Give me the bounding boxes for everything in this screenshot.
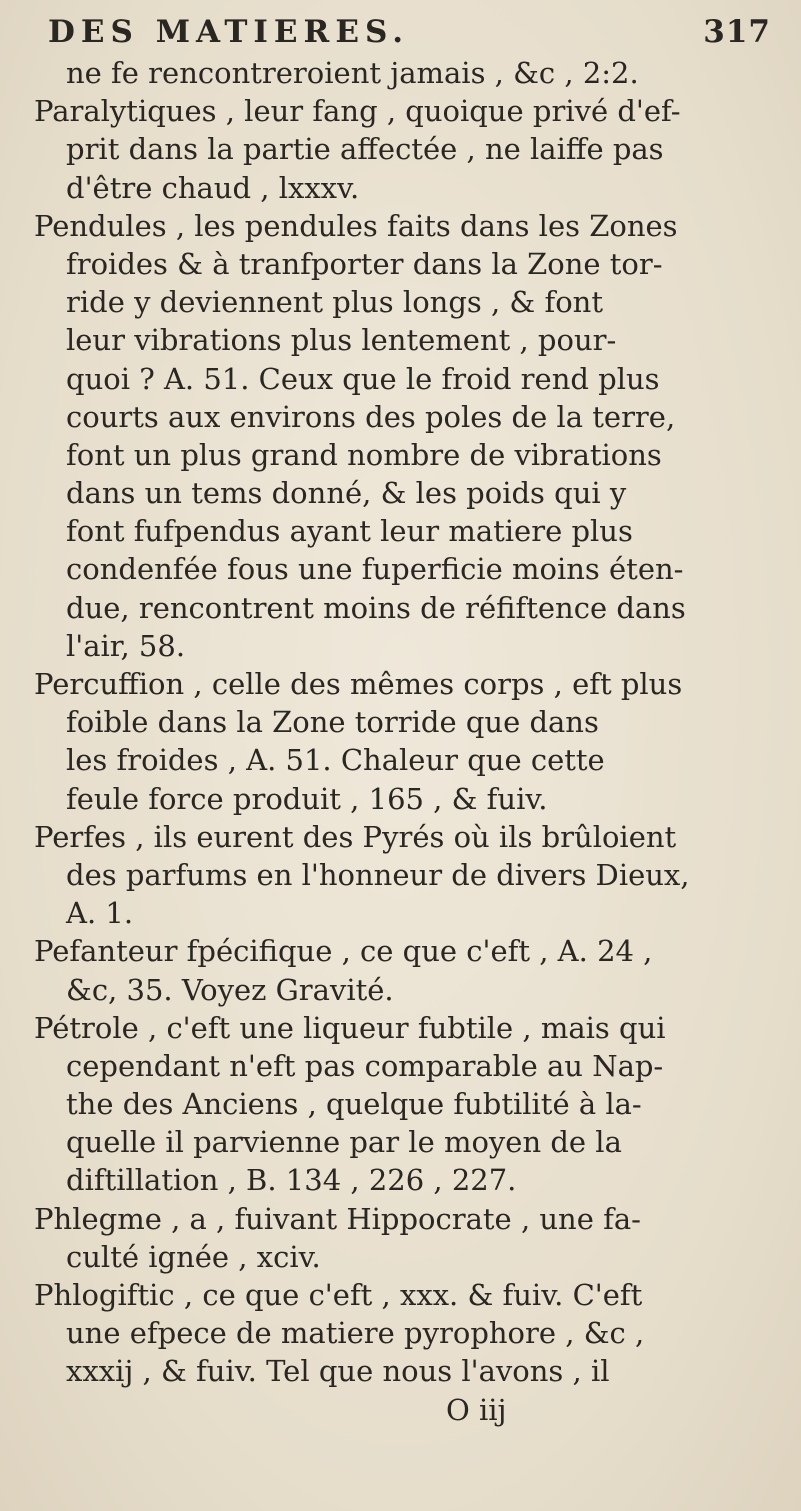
- entry-line: Paralytiques , leur fang , quoique privé d'ef-: [34, 94, 681, 129]
- text-line: feule force produit , 165 , & fuiv.: [66, 781, 548, 816]
- text-line: ride y deviennent plus longs , & font: [66, 285, 603, 320]
- entry-line: Pendules , les pendules faits dans les Zones: [34, 208, 678, 243]
- entry-line: Perfes , ils eurent des Pyrés où ils brûloient: [34, 819, 677, 854]
- text-line: due, rencontrent moins de réfiftence dans: [66, 590, 686, 625]
- text-line: des parfums en l'honneur de divers Dieux,: [66, 857, 690, 892]
- text-line: A. 1.: [66, 896, 134, 931]
- index-text: [34, 54, 774, 1429]
- text-line: font fufpendus ayant leur matiere plus: [66, 514, 633, 549]
- text-line: cependant n'eft pas comparable au Nap-: [66, 1048, 664, 1083]
- text-line: ne fe rencontreroient jamais , &c , 2:2.: [66, 56, 639, 90]
- page-number: 317: [703, 14, 771, 50]
- text-line: dans un tems donné, & les poids qui y: [66, 476, 627, 511]
- text-line: d'être chaud , lxxxv.: [66, 170, 360, 205]
- text-line: diftillation , B. 134 , 226 , 227.: [66, 1163, 517, 1198]
- text-line: leur vibrations plus lentement , pour-: [66, 323, 617, 358]
- text-line: l'air, 58.: [66, 628, 186, 663]
- text-line: quelle il parvienne par le moyen de la: [66, 1125, 622, 1160]
- text-line: foible dans la Zone torride que dans: [66, 705, 599, 740]
- text-line: les froides , A. 51. Chaleur que cette: [66, 743, 605, 778]
- text-line: froides & à tranfporter dans la Zone tor-: [66, 246, 663, 281]
- text-line: prit dans la partie affectée , ne laiffe pas: [66, 132, 664, 167]
- entry-line: Phlogiftic , ce que c'eft , xxx. & fuiv. C'eft: [34, 1278, 643, 1312]
- header-title: DES MATIERES.: [48, 14, 410, 50]
- text-line: courts aux environs des poles de la terre,: [66, 399, 676, 434]
- running-header: [48, 14, 771, 54]
- entry-line: Phlegme , a , fuivant Hippocrate , une fa-: [34, 1201, 641, 1236]
- text-line: culté ignée , xciv.: [66, 1239, 321, 1274]
- text-line: condenfée fous une fuperficie moins éten-: [66, 552, 684, 587]
- entry-line: Percuffion , celle des mêmes corps , eft plus: [34, 667, 683, 701]
- text-line: quoi ? A. 51. Ceux que le froid rend plus: [66, 361, 660, 396]
- text-line: &c, 35. Voyez Gravité.: [66, 972, 394, 1007]
- catchword: O iij: [446, 1392, 507, 1427]
- text-line: font un plus grand nombre de vibrations: [66, 437, 662, 472]
- text-line: une efpece de matiere pyrophore , &c ,: [66, 1316, 645, 1351]
- entry-line: Pefanteur fpécifique , ce que c'eft , A. 24 ,: [34, 934, 653, 969]
- entry-line: Pétrole , c'eft une liqueur fubtile , mais qui: [34, 1010, 666, 1045]
- text-line: xxxij , & fuiv. Tel que nous l'avons , il: [66, 1354, 610, 1389]
- text-line: the des Anciens , quelque fubtilité à la-: [66, 1087, 642, 1122]
